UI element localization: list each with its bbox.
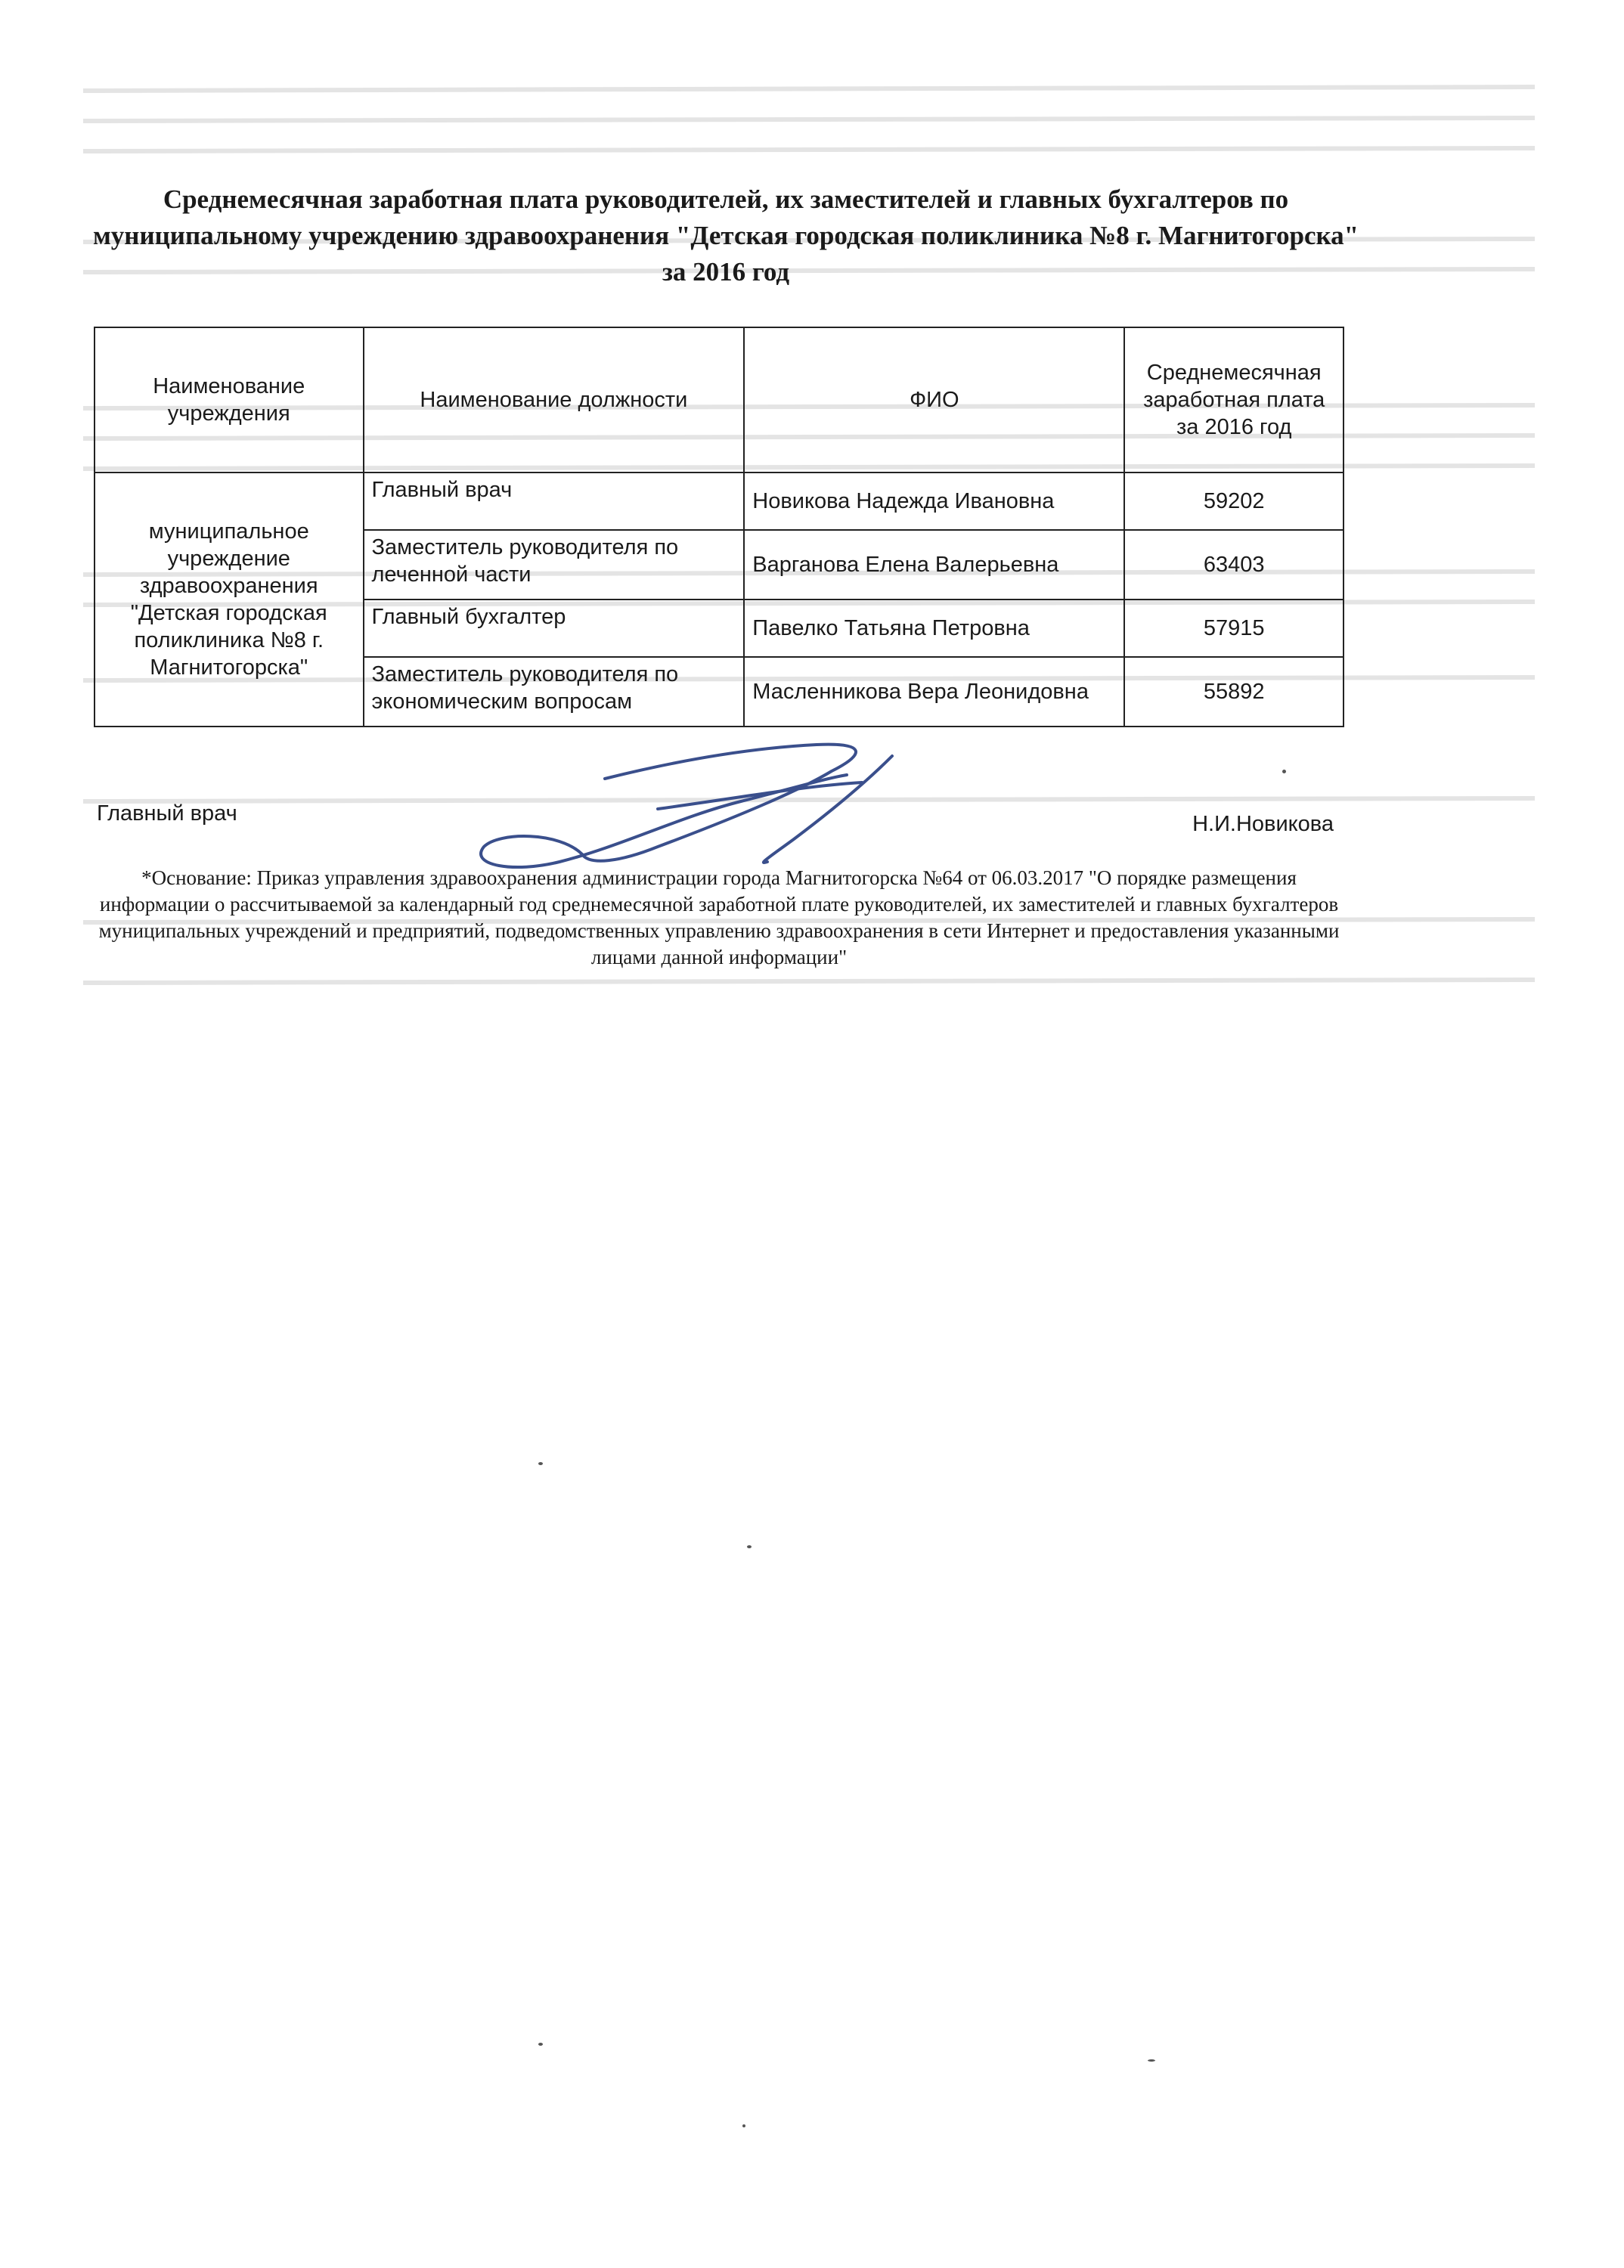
salary-cell: 55892 <box>1124 657 1344 727</box>
signatory-title: Главный врач <box>97 801 237 826</box>
table-header-row <box>95 327 1344 472</box>
scan-speck <box>538 2043 543 2046</box>
position-cell: Заместитель руководителя по экономическим вопросам <box>364 657 745 727</box>
name-cell: Павелко Татьяна Петровна <box>744 600 1124 657</box>
header-position: Наименование должности <box>364 327 745 472</box>
scan-speck <box>1282 770 1286 773</box>
name-cell: Варганова Елена Валерьевна <box>744 530 1124 600</box>
footnote: *Основание: Приказ управления здравоохранения администрации города Магнитогорска №64 от 06.03.2017 "О порядке размещения информации о рассчитываемой за календарный год среднемесячной заработной плате руководителей, их заместителей и главных бухгалтеров муниципальных учреждений и предприятий, подведомственных управлению здравоохранения в сети Интернет и предоставления указанными лицами данной информации" <box>98 866 1340 968</box>
position-cell: Заместитель руководителя по леченной части <box>364 530 745 600</box>
scan-speck <box>538 1462 543 1465</box>
handwritten-signature <box>469 726 1058 877</box>
signatory-name: Н.И.Новикова <box>1192 812 1334 836</box>
header-institution: Наименование учреждения <box>95 327 364 472</box>
header-salary: Среднемесячная заработная плата за 2016 год <box>1124 327 1344 472</box>
table-row <box>95 472 1344 530</box>
name-cell: Новикова Надежда Ивановна <box>744 472 1124 530</box>
position-cell: Главный врач <box>364 472 745 530</box>
scan-speck <box>747 1545 752 1548</box>
salary-cell: 57915 <box>1124 600 1344 657</box>
salary-cell: 63403 <box>1124 530 1344 600</box>
scan-speck <box>1148 2059 1155 2062</box>
scan-speck <box>742 2124 745 2127</box>
position-cell: Главный бухгалтер <box>364 600 745 657</box>
document-title: Среднемесячная заработная плата руководителей, их заместителей и главных бухгалтеров по муниципальному учреждению здравоохранения "Детская городская поликлиника №8 г. Магнитогорска" за 2016 год <box>92 184 1359 287</box>
name-cell: Масленникова Вера Леонидовна <box>744 657 1124 727</box>
institution-cell: муниципальное учреждение здравоохранения "Детская городская поликлиника №8 г. Магнитогорска" <box>95 472 364 727</box>
header-name: ФИО <box>744 327 1124 472</box>
salary-cell: 59202 <box>1124 472 1344 530</box>
salary-table <box>94 327 1344 727</box>
